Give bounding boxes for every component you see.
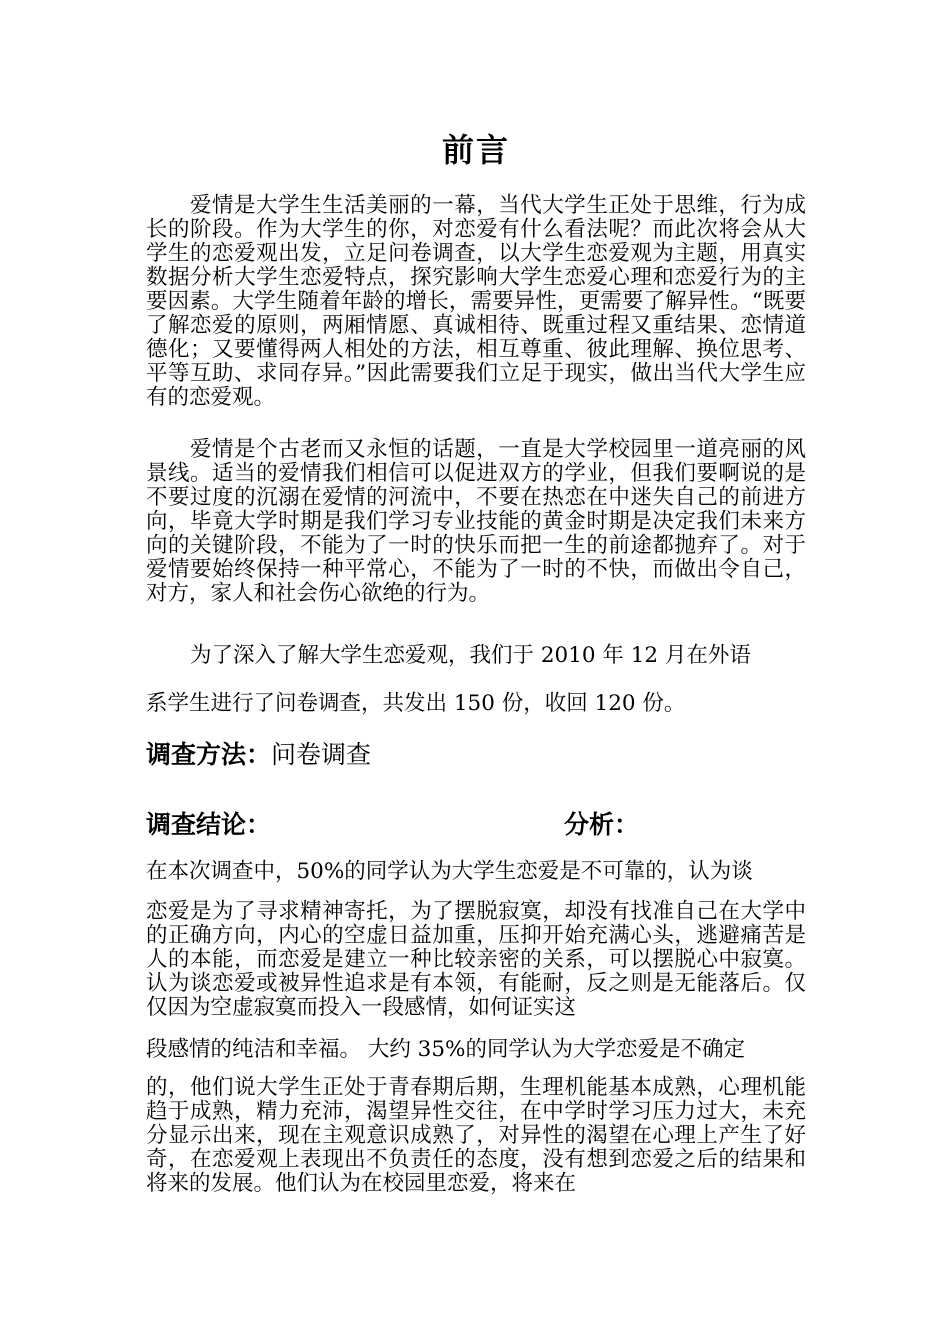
survey-method-heading	[146, 740, 371, 770]
survey-text-line-2: 系学生进行了问卷调查，共发出 150 份，收回 120 份。	[146, 691, 686, 716]
survey-conclusion-heading: 调查结论：	[146, 810, 272, 839]
page-title: 前言	[441, 131, 510, 169]
conclusion-text-line-1: 在本次调查中，50%的同学认为大学生恋爱是不可靠的，认为谈	[146, 859, 753, 884]
survey-method-value: 问卷调查	[271, 740, 372, 769]
analysis-heading: 分析：	[564, 810, 640, 839]
survey-text-line-1: 为了深入了解大学生恋爱观，我们于 2010 年 12 月在外语	[190, 643, 751, 668]
conclusion-paragraph-1: 恋爱是为了寻求精神寄托，为了摆脱寂寞，却没有找准自己在大学中的正确方向，内心的空虚日益加重，压抑开始充满心头，逃避痛苦是人的本能，而恋爱是建立一种比较亲密的关系，可以摆脱心中寂寞。认为谈恋爱或被异性追求是有本领，有能耐，反之则是无能落后。仅仅因为空虚寂寞而投入一段感情，如何证实这	[146, 899, 806, 1020]
intro-paragraph-2: 爱情是个古老而又永恒的话题，一直是大学校园里一道亮丽的风景线。适当的爱情我们相信可以促进双方的学业，但我们要啊说的是不要过度的沉溺在爱情的河流中，不要在热恋在中迷失自己的前进方向，毕竟大学时期是我们学习专业技能的黄金时期是决定我们未来方向的关键阶段，不能为了一时的快乐而把一生的前途都抛弃了。对于爱情要始终保持一种平常心，不能为了一时的不快，而做出令自己，对方，家人和社会伤心欲绝的行为。	[146, 437, 806, 606]
survey-method-label: 调查方法：	[146, 740, 272, 769]
conclusion-paragraph-2: 的，他们说大学生正处于青春期后期，生理机能基本成熟，心理机能趋于成熟，精力充沛，渴望异性交往，在中学时学习压力过大，未充分显示出来，现在主观意识成熟了，对异性的渴望在心理上产生了好奇，在恋爱观上表现出不负责任的态度，没有想到恋爱之后的结果和将来的发展。他们认为在校园里恋爱，将来在	[146, 1075, 806, 1196]
conclusion-text-line-2: 段感情的纯洁和幸福。 大约 35%的同学认为大学恋爱是不确定	[146, 1037, 745, 1062]
intro-paragraph-1: 爱情是大学生生活美丽的一幕，当代大学生正处于思维，行为成长的阶段。作为大学生的你，对恋爱有什么看法呢？而此次将会从大学生的恋爱观出发，立足问卷调查，以大学生恋爱观为主题，用真实数据分析大学生恋爱特点，探究影响大学生恋爱心理和恋爱行为的主要因素。大学生随着年龄的增长，需要异性，更需要了解异性。“既要了解恋爱的原则，两厢情愿、真诚相待、既重过程又重结果、恋情道德化；又要懂得两人相处的方法，相互尊重、彼此理解、换位思考、平等互助、求同存异。”因此需要我们立足于现实，做出当代大学生应有的恋爱观。	[146, 193, 806, 410]
